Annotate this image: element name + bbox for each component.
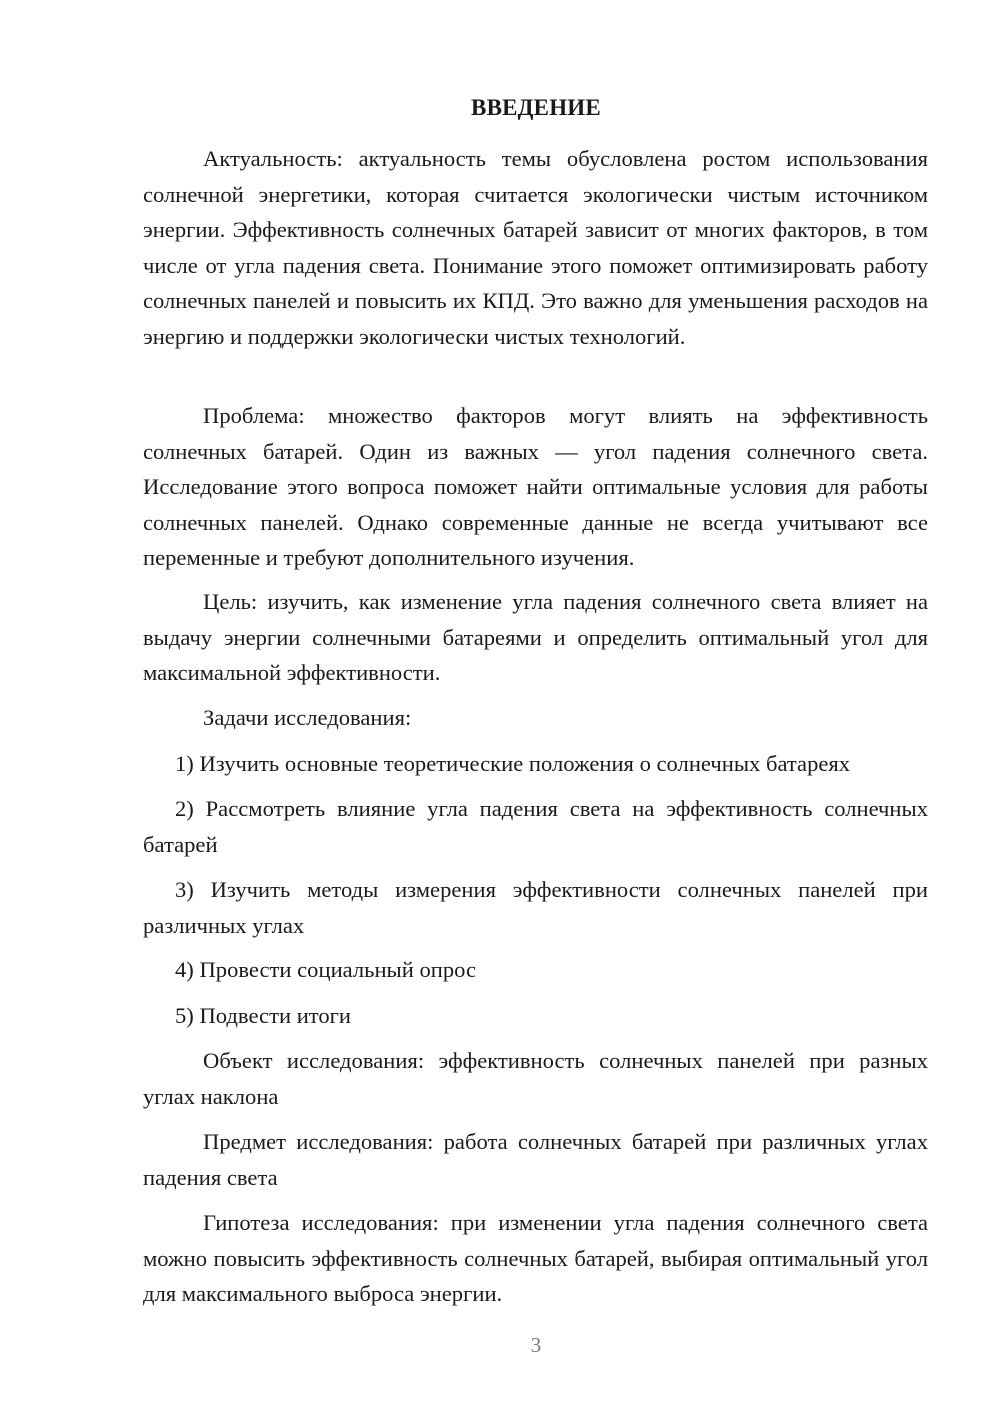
paragraph-object: Объект исследования: эффективность солнечных панелей при разных углах наклона: [143, 1048, 928, 1109]
paragraph-problem: Проблема: множество факторов могут влиять на эффективность солнечных батарей. Один из важных — угол падения солнечного света. Исследование этого вопроса поможет найти оптимальные условия для работы солнечных панелей. Однако современные данные не всегда учитывают все переменные и требуют дополнительного изучения.: [143, 403, 928, 570]
task-item-4: 4) Провести социальный опрос: [175, 957, 477, 982]
tasks-heading: Задачи исследования:: [203, 705, 412, 730]
page-number: 3: [530, 1333, 542, 1357]
section-title: ВВЕДЕНИЕ: [471, 95, 601, 120]
paragraph-relevance: Актуальность: актуальность темы обусловлена ростом использования солнечной энергетики, которая считается экологически чистым источником энергии. Эффективность солнечных батарей зависит от многих факторов, в том числе от угла падения света. Понимание этого поможет оптимизировать работу солнечных панелей и повысить их КПД. Это важно для уменьшения расходов на энергию и поддержки экологически чистых технологий.: [143, 146, 928, 349]
task-item-5: 5) Подвести итоги: [175, 1003, 352, 1028]
task-item-3: 3) Изучить методы измерения эффективности солнечных панелей при различных углах: [143, 877, 928, 938]
paragraph-subject: Предмет исследования: работа солнечных батарей при различных углах падения света: [143, 1129, 928, 1190]
paragraph-goal: Цель: изучить, как изменение угла падения солнечного света влияет на выдачу энергии солнечными батареями и определить оптимальный угол для максимальной эффективности.: [143, 589, 928, 685]
task-item-1: 1) Изучить основные теоретические положения о солнечных батареях: [175, 751, 851, 776]
task-item-2: 2) Рассмотреть влияние угла падения света на эффективность солнечных батарей: [143, 796, 928, 857]
paragraph-hypothesis: Гипотеза исследования: при изменении угла падения солнечного света можно повысить эффективность солнечных батарей, выбирая оптимальный угол для максимального выброса энергии.: [143, 1210, 928, 1306]
